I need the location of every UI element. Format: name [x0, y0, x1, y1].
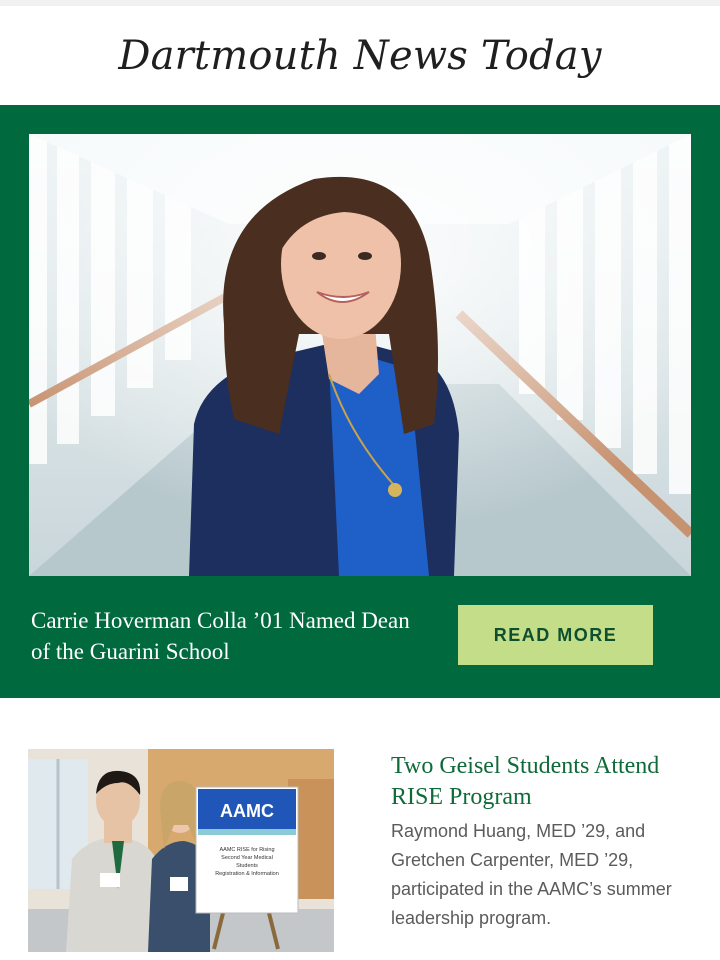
story-title[interactable]: Two Geisel Students Attend RISE Program	[391, 753, 660, 810]
newsletter-title: Dartmouth News Today	[118, 32, 602, 79]
sign-line-4: Registration & Information	[215, 871, 279, 877]
read-more-button[interactable]: READ MORE	[458, 605, 653, 665]
sign-line-1: AAMC RISE for Rising	[219, 847, 275, 853]
featured-headline[interactable]: Carrie Hoverman Colla ’01 Named Dean of the Guarini School	[31, 608, 410, 664]
masthead	[0, 6, 720, 105]
sign-logo: AAMC	[220, 801, 274, 821]
featured-story	[0, 105, 720, 698]
students-photo-icon	[28, 749, 334, 952]
story-summary: Raymond Huang, MED ’29, and Gretchen Carpenter, MED ’29, participated in the AAMC’s summer leadership program.	[391, 821, 672, 928]
sign-line-3: Students	[236, 863, 258, 869]
sign-line-2: Second Year Medical	[221, 855, 273, 861]
story-photo[interactable]	[28, 749, 334, 952]
featured-photo[interactable]	[29, 134, 691, 576]
portrait-photo-icon	[29, 134, 691, 576]
